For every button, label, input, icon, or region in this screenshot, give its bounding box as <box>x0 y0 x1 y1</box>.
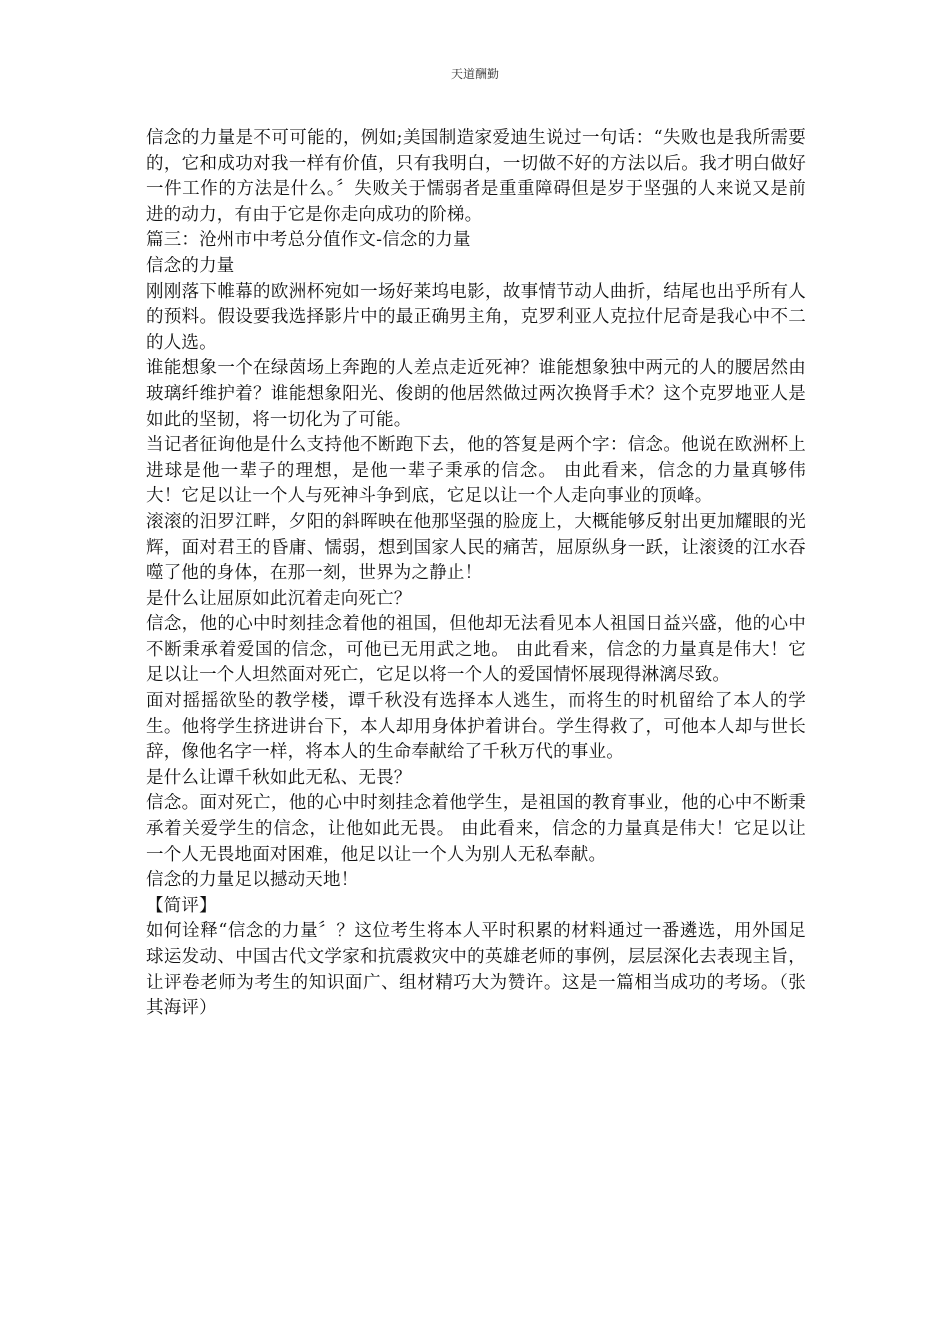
paragraph-tan-qianqiu: 面对摇摇欲坠的教学楼，谭千秋没有选择本人逃生，而将生的时机留给了本人的学生。他将学生挤进讲台下，本人却用身体护着讲台。学生得救了，可他本人却与世长辞，像他名字一样，将本人的生命奉献给了千秋万代的事业。 <box>146 691 806 763</box>
page-header: 天道酬勤 <box>450 67 499 81</box>
paragraph-question-tan: 是什么让谭千秋如此无私、无畏？ <box>146 767 412 788</box>
paragraph-review: 如何诠释“信念的力量〞？这位考生将本人平时积累的材料通过一番遴选，用外国足球运发动、中国古代文学家和抗震救灾中的英雄老师的事例，层层深化去表现主旨，让评卷老师为考生的知识面广、组材精巧大为赞许。这是一篇相当成功的考场。（张其海评） <box>146 921 806 1019</box>
paragraph-conclusion: 信念的力量足以撼动天地！ <box>146 870 359 891</box>
paragraph-croatian: 谁能想象一个在绿茵场上奔跑的人差点走近死神？谁能想象独中两元的人的腰居然由玻璃纤维护着？谁能想象阳光、俊朗的他居然做过两次换肾手术？这个克罗地亚人是如此的坚韧，将一切化为了可能。 <box>146 358 806 430</box>
essay-title: 信念的力量 <box>146 255 235 276</box>
review-heading: 【简评】 <box>146 895 217 916</box>
paragraph-question-quyuan: 是什么让屈原如此沉着走向死亡？ <box>146 588 412 609</box>
paragraph-euro-cup: 刚刚落下帷幕的欧洲杯宛如一场好莱坞电影，故事情节动人曲折，结尾也出乎所有人的预料。假设要我选择影片中的最正确男主角，克罗利亚人克拉什尼奇是我心中不二的人选。 <box>146 281 806 353</box>
paragraph-tan-faith: 信念。面对死亡，他的心中时刻挂念着他学生，是祖国的教育事业，他的心中不断秉承着关爱学生的信念，让他如此无畏。 由此看来，信念的力量真是伟大！它足以让一个人无畏地面对困难，他足以让一个人为别人无私奉献。 <box>146 793 806 865</box>
paragraph-quyuan: 滚滚的汨罗江畔，夕阳的斜晖映在他那坚强的脸庞上，大概能够反射出更加耀眼的光辉，面对君王的昏庸、懦弱，想到国家人民的痛苦，屈原纵身一跃，让滚烫的江水吞噬了他的身体，在那一刻，世界为之静止！ <box>146 511 806 584</box>
section-heading: 篇三：沧州市中考总分值作文-信念的力量 <box>146 230 471 251</box>
paragraph-edison: 信念的力量是不可可能的，例如;美国制造家爱迪生说过一句话：“失败也是我所需要的，它和成功对我一样有价值，只有我明白，一切做不好的方法以后。我才明白做好一件工作的方法是什么。〞失败关于懦弱者是重重障碍但是岁于坚强的人来说又是前进的动力，有由于它是你走向成功的阶梯。 <box>146 128 806 225</box>
paragraph-reporter: 当记者征询他是什么支持他不断跑下去，他的答复是两个字：信念。他说在欧洲杯上进球是他一辈子的理想，是他一辈子秉承的信念。 由此看来，信念的力量真够伟大！它足以让一个人与死神斗争到底，它足以让一个人走向事业的顶峰。 <box>146 435 806 507</box>
document-body <box>146 126 806 1022</box>
paragraph-quyuan-faith: 信念，他的心中时刻挂念着他的祖国，但他却无法看见本人祖国日益兴盛，他的心中不断秉承着爱国的信念，可他已无用武之地。 由此看来，信念的力量真是伟大！它足以让一个人坦然面对死亡，它足以将一个人的爱国情怀展现得淋漓尽致。 <box>146 614 806 686</box>
